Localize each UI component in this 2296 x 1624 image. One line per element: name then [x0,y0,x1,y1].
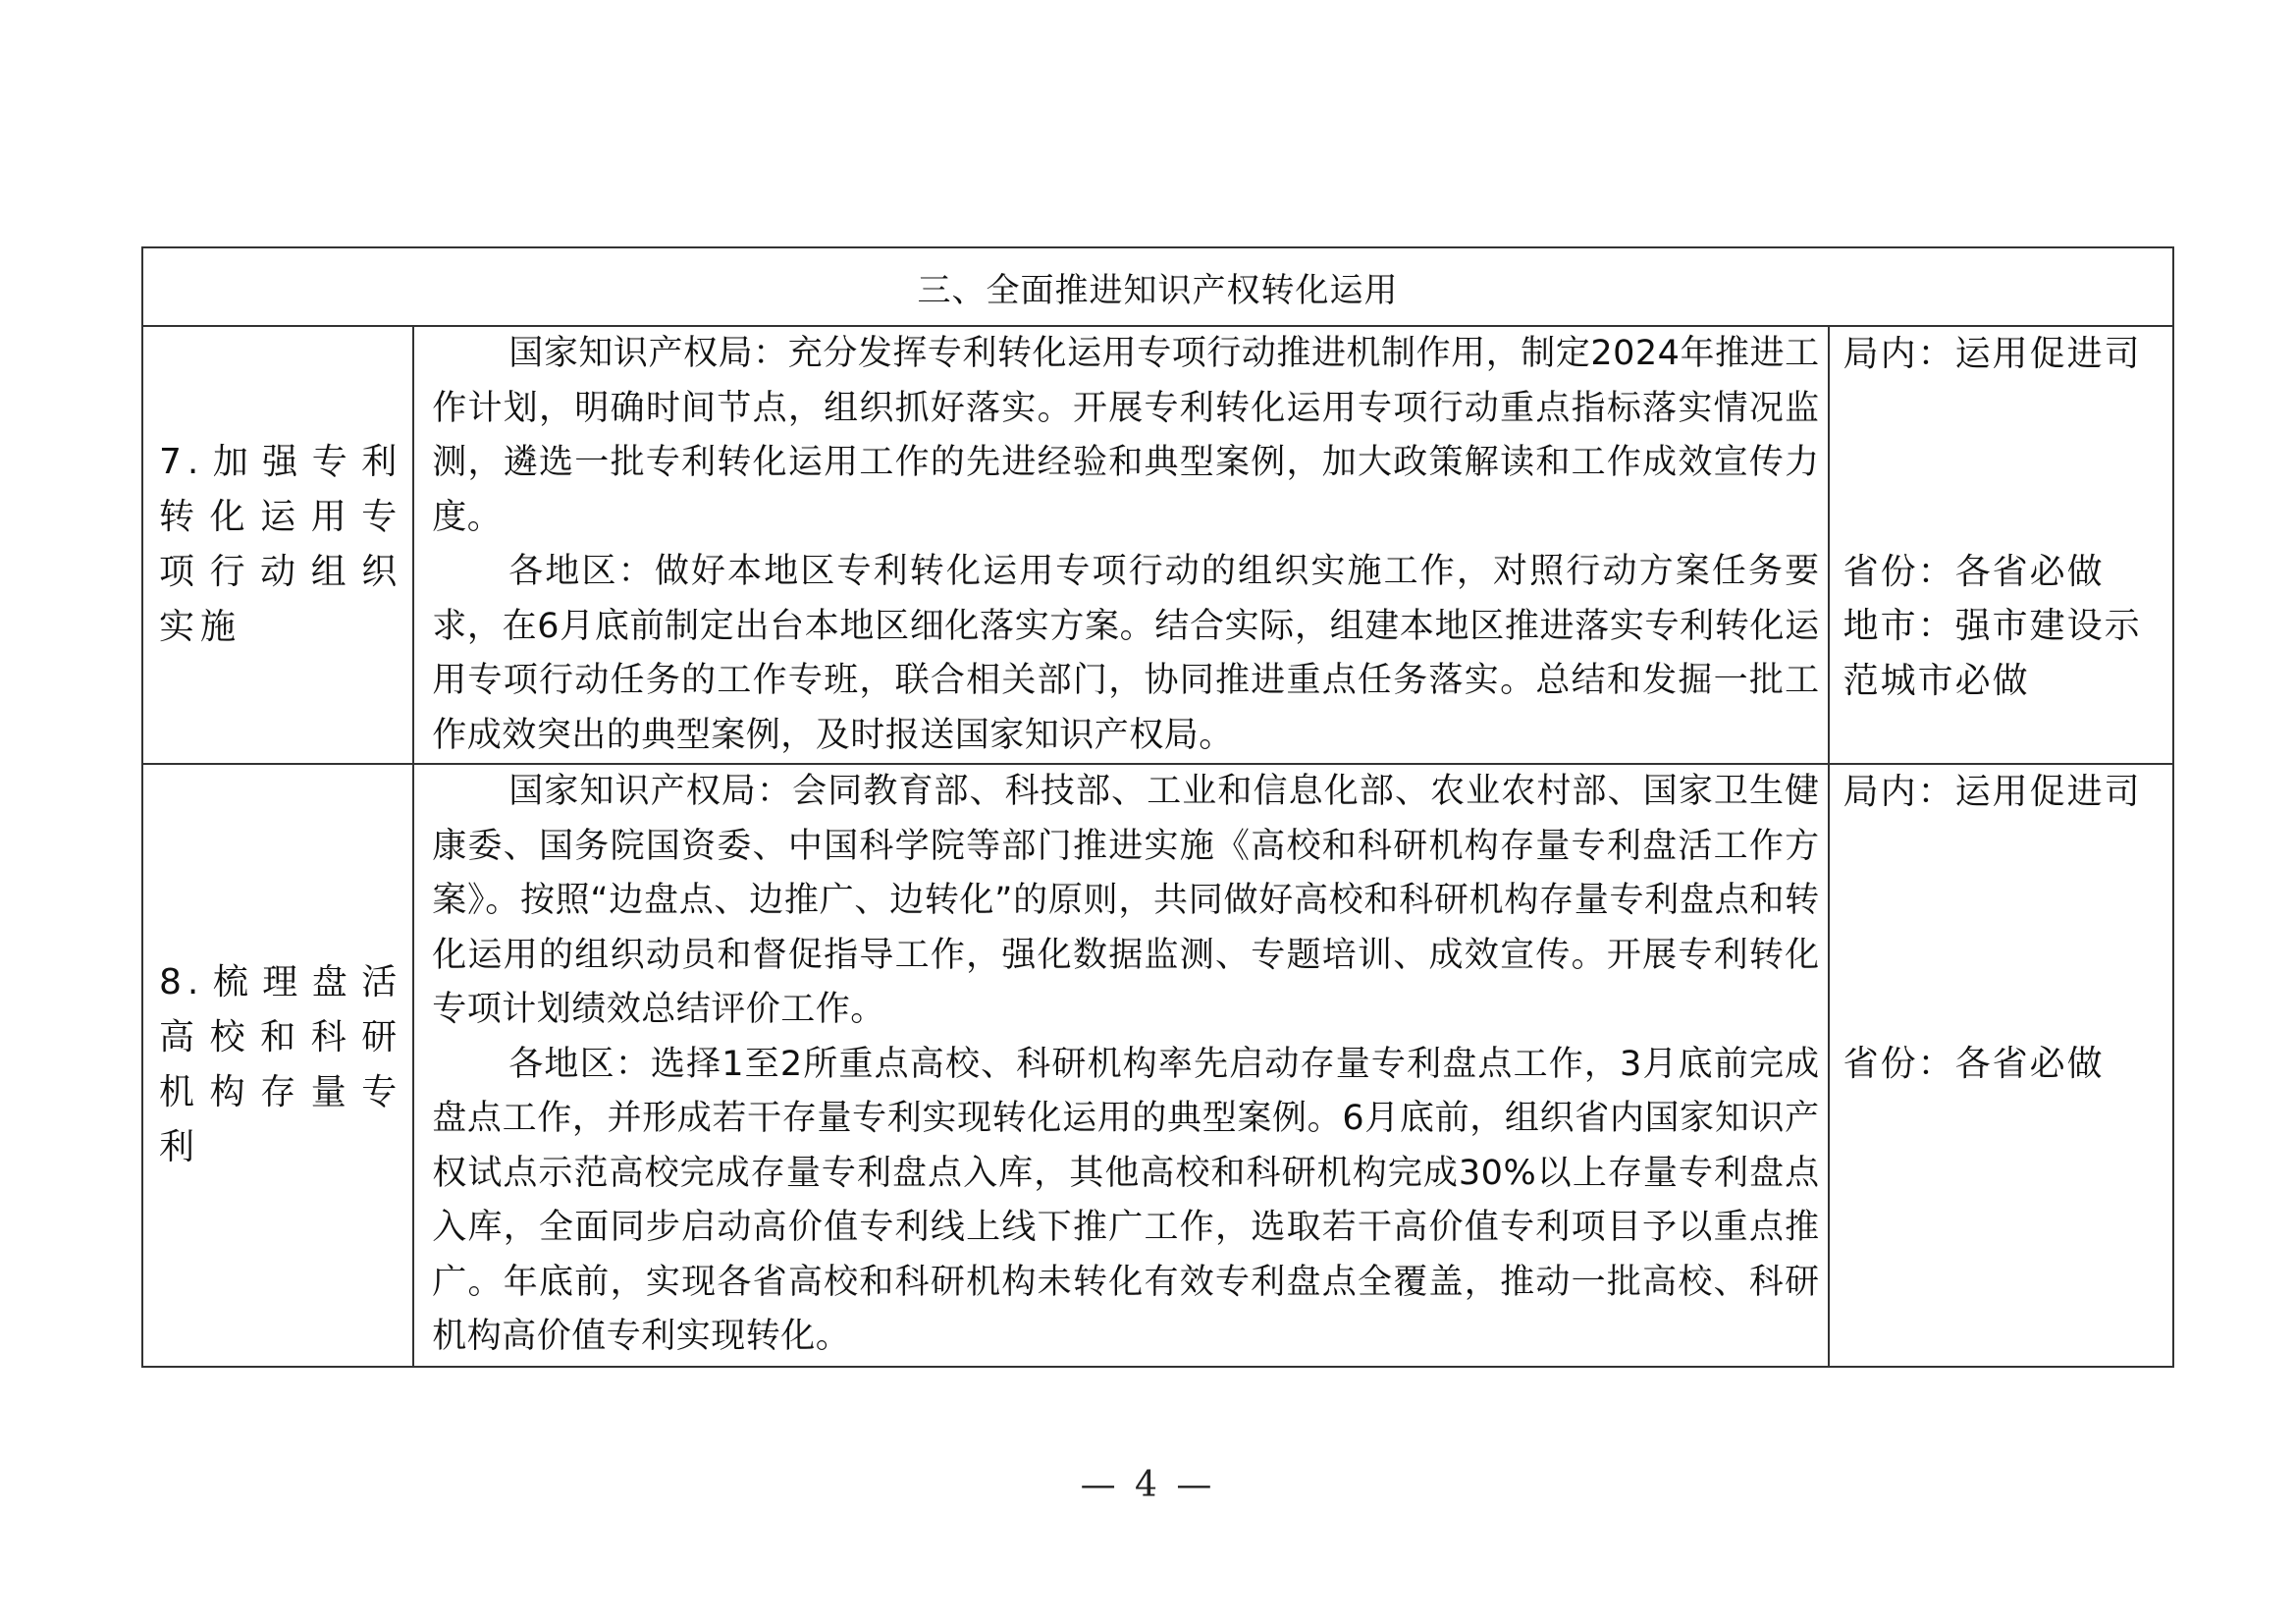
owner-province: 省份：各省必做 [1842,552,2105,592]
section-header-row [142,247,2173,326]
content-paragraph: 各地区：选择1至2所重点高校、科研机构率先启动存量专利盘点工作，3月底前完成盘点工作，并形成若干存量专利实现转化运用的典型案例。6月底前，组织省内国家知识产权试点示范高校完成存量专利盘点入库，其他高校和科研机构完成30%以上存量专利盘点入库，全面同步启动高价值专利线上线下推广工作，选取若干高价值专利项目予以重点推广。年底前，实现各省高校和科研机构未转化有效专利盘点全覆盖，推动一批高校、科研机构高价值专利实现转化。 [432,1044,1820,1356]
content-paragraph: 国家知识产权局：会同教育部、科技部、工业和信息化部、农业农村部、国家卫生健康委、国务院国资委、中国科学院等部门推进实施《高校和科研机构存量专利盘活工作方案》。按照“边盘点、边推广、边转化”的原则，共同做好高校和科研机构存量专利盘点和转化运用的组织动员和督促指导工作，强化数据监测、专题培训、成效宣传。开展专利转化专项计划绩效总结评价工作。 [432,772,1820,1029]
responsible-units [1829,764,2173,1367]
content-paragraph: 国家知识产权局：充分发挥专利转化运用专项行动推进机制作用，制定2024年推进工作计划，明确时间节点，组织抓好落实。开展专利转化运用专项行动重点指标落实情况监测，遴选一批专利转化运用工作的先进经验和典型案例，加大政策解读和工作成效宣传力度。 [432,334,1820,537]
task-name: 7.加强专利转化运用专项行动组织实施 [142,326,413,764]
responsible-units [1829,326,2173,764]
task-content [413,764,1828,1367]
task-table [141,246,2174,1368]
owner-province: 省份：各省必做 [1842,1044,2105,1084]
table-row-task-7 [142,326,2173,764]
task-name: 8.梳理盘活高校和科研机构存量专利 [142,764,413,1367]
section-title: 三、全面推进知识产权转化运用 [142,247,2173,326]
owner-city: 地市：强市建设示范城市必做 [1842,606,2142,701]
owner-internal: 局内：运用促进司 [1842,334,2142,374]
owner-internal: 局内：运用促进司 [1842,772,2142,812]
task-content [413,326,1828,764]
table-row-task-8 [142,764,2173,1367]
page-number: — 4 — [1080,1465,1216,1505]
content-paragraph: 各地区：做好本地区专利转化运用专项行动的组织实施工作，对照行动方案任务要求，在6月底前制定出台本地区细化落实方案。结合实际，组建本地区推进落实专利转化运用专项行动任务的工作专班，联合相关部门，协同推进重点任务落实。总结和发掘一批工作成效突出的典型案例，及时报送国家知识产权局。 [432,552,1820,755]
